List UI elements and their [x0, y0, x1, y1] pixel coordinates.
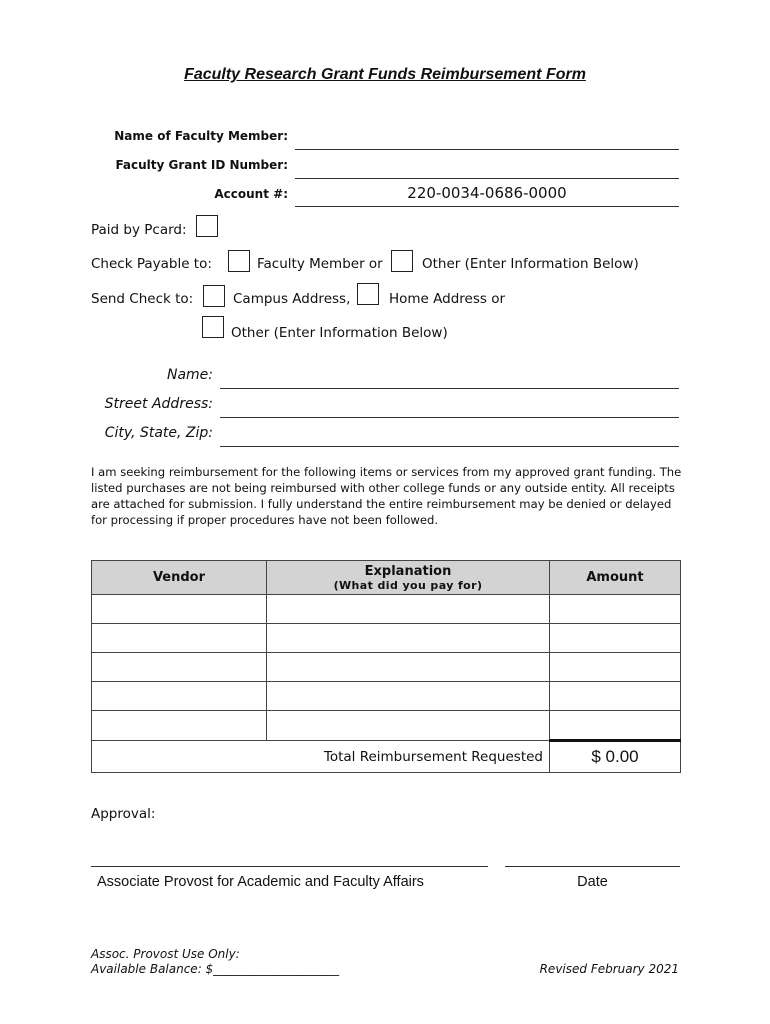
- vendor-cell[interactable]: [92, 653, 267, 682]
- explanation-cell[interactable]: [267, 711, 550, 741]
- campus-address-checkbox[interactable]: [203, 285, 225, 307]
- provost-use-only: Assoc. Provost Use Only:: [91, 947, 240, 961]
- vendor-cell[interactable]: [92, 711, 267, 741]
- table-row: [92, 624, 681, 653]
- payable-other-option-label: Other (Enter Information Below): [422, 256, 639, 272]
- amount-cell[interactable]: [550, 682, 681, 711]
- campus-address-option-label: Campus Address,: [233, 291, 351, 307]
- total-label: Total Reimbursement Requested: [92, 741, 550, 773]
- table-row: [92, 653, 681, 682]
- explanation-subtitle: (What did you pay for): [333, 578, 483, 592]
- send-check-label: Send Check to:: [91, 291, 194, 307]
- total-row: [92, 741, 681, 773]
- send-other-checkbox[interactable]: [202, 316, 224, 338]
- amount-cell[interactable]: [550, 711, 681, 741]
- amount-cell[interactable]: [550, 595, 681, 624]
- home-address-option-label: Home Address or: [389, 291, 506, 307]
- table-header-row: [92, 561, 681, 595]
- street-address-label: Street Address:: [104, 396, 213, 412]
- amount-cell[interactable]: [550, 624, 681, 653]
- explanation-cell[interactable]: [267, 624, 550, 653]
- pcard-label: Paid by Pcard:: [91, 222, 187, 238]
- available-balance: Available Balance: $_____________________: [91, 962, 340, 976]
- city-state-zip-label: City, State, Zip:: [104, 425, 213, 441]
- vendor-cell[interactable]: [92, 595, 267, 624]
- faculty-name-label: Name of Faculty Member:: [114, 129, 288, 143]
- vendor-cell[interactable]: [92, 682, 267, 711]
- faculty-member-option-label: Faculty Member or: [257, 256, 383, 272]
- account-field[interactable]: [295, 184, 679, 207]
- city-state-zip-field[interactable]: [220, 428, 679, 447]
- signature-line[interactable]: [91, 866, 488, 867]
- send-other-option-label: Other (Enter Information Below): [231, 325, 448, 341]
- total-amount: $ 0.00: [550, 741, 681, 773]
- form-title: Faculty Research Grant Funds Reimbursement Form: [184, 66, 586, 83]
- table-row: [92, 682, 681, 711]
- explanation-title: Explanation: [364, 563, 452, 579]
- grant-id-label: Faculty Grant ID Number:: [115, 158, 288, 172]
- amount-cell[interactable]: [550, 653, 681, 682]
- table-row: [92, 711, 681, 741]
- faculty-member-checkbox[interactable]: [228, 250, 250, 272]
- faculty-name-field[interactable]: [295, 131, 679, 150]
- name-label: Name:: [166, 367, 213, 383]
- revised-date: Revised February 2021: [539, 962, 679, 976]
- grant-id-field[interactable]: [295, 160, 679, 179]
- date-line[interactable]: [505, 866, 680, 867]
- vendor-cell[interactable]: [92, 624, 267, 653]
- reimbursement-statement: I am seeking reimbursement for the following items or services from my approved grant funding. The listed purchases are not being reimbursed with other college funds or any outside entity. All receipts are attached for submission. I fully understand the entire reimbursement may be denied or delayed for processing if proper procedures have not been followed.: [91, 465, 682, 527]
- explanation-cell[interactable]: [267, 595, 550, 624]
- table-row: [92, 595, 681, 624]
- home-address-checkbox[interactable]: [357, 283, 379, 305]
- street-address-field[interactable]: [220, 399, 679, 418]
- explanation-cell[interactable]: [267, 653, 550, 682]
- vendor-header: Vendor: [92, 561, 267, 595]
- expense-table: [91, 560, 681, 773]
- pcard-checkbox[interactable]: [196, 215, 218, 237]
- payable-other-checkbox[interactable]: [391, 250, 413, 272]
- signer-label: Associate Provost for Academic and Faculty Affairs: [97, 874, 424, 890]
- date-label: Date: [577, 874, 608, 890]
- account-label: Account #:: [214, 187, 288, 201]
- explanation-cell[interactable]: [267, 682, 550, 711]
- amount-header: Amount: [550, 561, 681, 595]
- check-payable-label: Check Payable to:: [91, 256, 212, 272]
- account-value: 220-0034-0686-0000: [407, 184, 567, 202]
- name-field[interactable]: [220, 370, 679, 389]
- explanation-header: [267, 561, 550, 595]
- approval-label: Approval:: [91, 806, 156, 822]
